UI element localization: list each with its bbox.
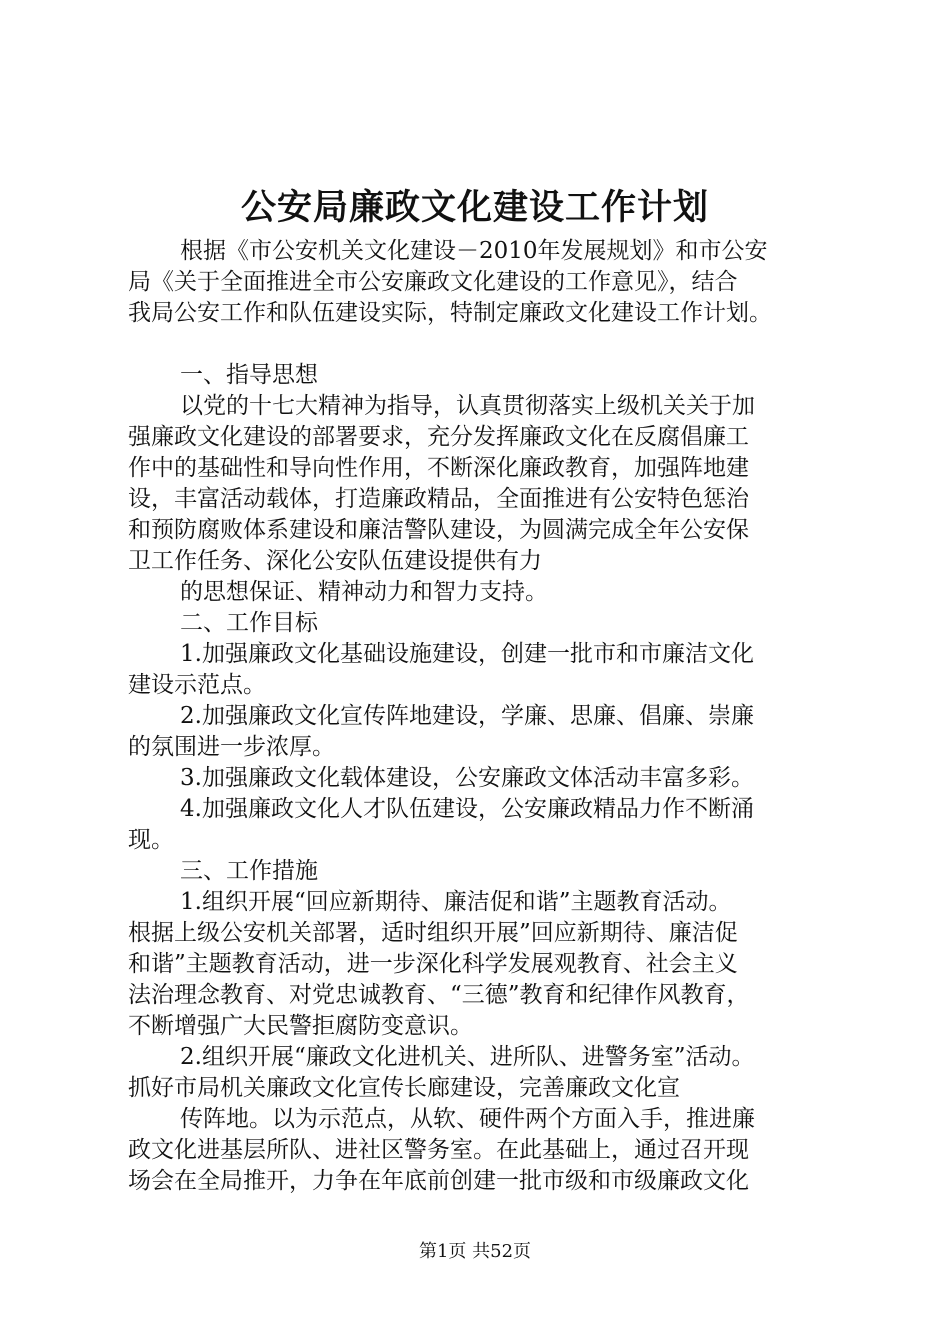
body-line: 1.加强廉政文化基础设施建设，创建一批市和市廉洁文化 xyxy=(180,641,754,667)
body-line: 政文化进基层所队、进社区警务室。在此基础上，通过召开现 xyxy=(128,1137,749,1163)
body-line: 场会在全局推开，力争在年底前创建一批市级和市级廉政文化 xyxy=(128,1168,749,1194)
body-line: 不断增强广大民警拒腐防变意识。 xyxy=(128,1013,473,1039)
body-line: 3.加强廉政文化载体建设，公安廉政文体活动丰富多彩。 xyxy=(180,765,754,791)
blank-line xyxy=(128,329,848,360)
page-footer: 第1页 共52页 xyxy=(418,1241,532,1262)
body-line: 建设示范点。 xyxy=(128,672,266,698)
body-line: 2.组织开展“廉政文化进机关、进所队、进警务室”活动。 xyxy=(180,1044,755,1070)
body-line: 卫工作任务、深化公安队伍建设提供有力 xyxy=(128,548,542,574)
body-line: 和谐”主题教育活动，进一步深化科学发展观教育、社会主义 xyxy=(128,951,738,977)
body-line: 一、指导思想 xyxy=(180,362,318,388)
body-line: 以党的十七大精神为指导，认真贯彻落实上级机关关于加 xyxy=(180,393,755,419)
body-line: 的氛围进一步浓厚。 xyxy=(128,734,335,760)
body-line: 4.加强廉政文化人才队伍建设，公安廉政精品力作不断涌 xyxy=(180,796,754,822)
body-line: 传阵地。以为示范点，从软、硬件两个方面入手，推进廉 xyxy=(180,1106,755,1132)
body-line: 和预防腐败体系建设和廉洁警队建设，为圆满完成全年公安保 xyxy=(128,517,749,543)
body-line: 现。 xyxy=(128,827,174,853)
body-line: 1.组织开展“回应新期待、廉洁促和谐”主题教育活动。 xyxy=(180,889,732,915)
body-line: 局《关于全面推进全市公安廉政文化建设的工作意见》，结合 xyxy=(128,269,738,295)
document-title: 公安局廉政文化建设工作计划 xyxy=(240,187,709,228)
body-line: 的思想保证、精神动力和智力支持。 xyxy=(180,579,548,605)
body-line: 我局公安工作和队伍建设实际，特制定廉政文化建设工作计划。 xyxy=(128,300,772,326)
body-line: 抓好市局机关廉政文化宣传长廊建设，完善廉政文化宣 xyxy=(128,1075,680,1101)
body-line: 作中的基础性和导向性作用，不断深化廉政教育，加强阵地建 xyxy=(128,455,749,481)
document-body xyxy=(128,236,848,1197)
body-line: 2.加强廉政文化宣传阵地建设，学廉、思廉、倡廉、崇廉 xyxy=(180,703,754,729)
body-line: 根据《市公安机关文化建设－2010年发展规划》和市公安 xyxy=(180,238,768,264)
body-line: 二、工作目标 xyxy=(180,610,318,636)
body-line: 强廉政文化建设的部署要求，充分发挥廉政文化在反腐倡廉工 xyxy=(128,424,749,450)
body-line: 法治理念教育、对党忠诚教育、“三德”教育和纪律作风教育， xyxy=(128,982,750,1008)
body-line: 三、工作措施 xyxy=(180,858,318,884)
body-line: 根据上级公安机关部署，适时组织开展”回应新期待、廉洁促 xyxy=(128,920,738,946)
body-line: 设，丰富活动载体，打造廉政精品，全面推进有公安特色惩治 xyxy=(128,486,749,512)
